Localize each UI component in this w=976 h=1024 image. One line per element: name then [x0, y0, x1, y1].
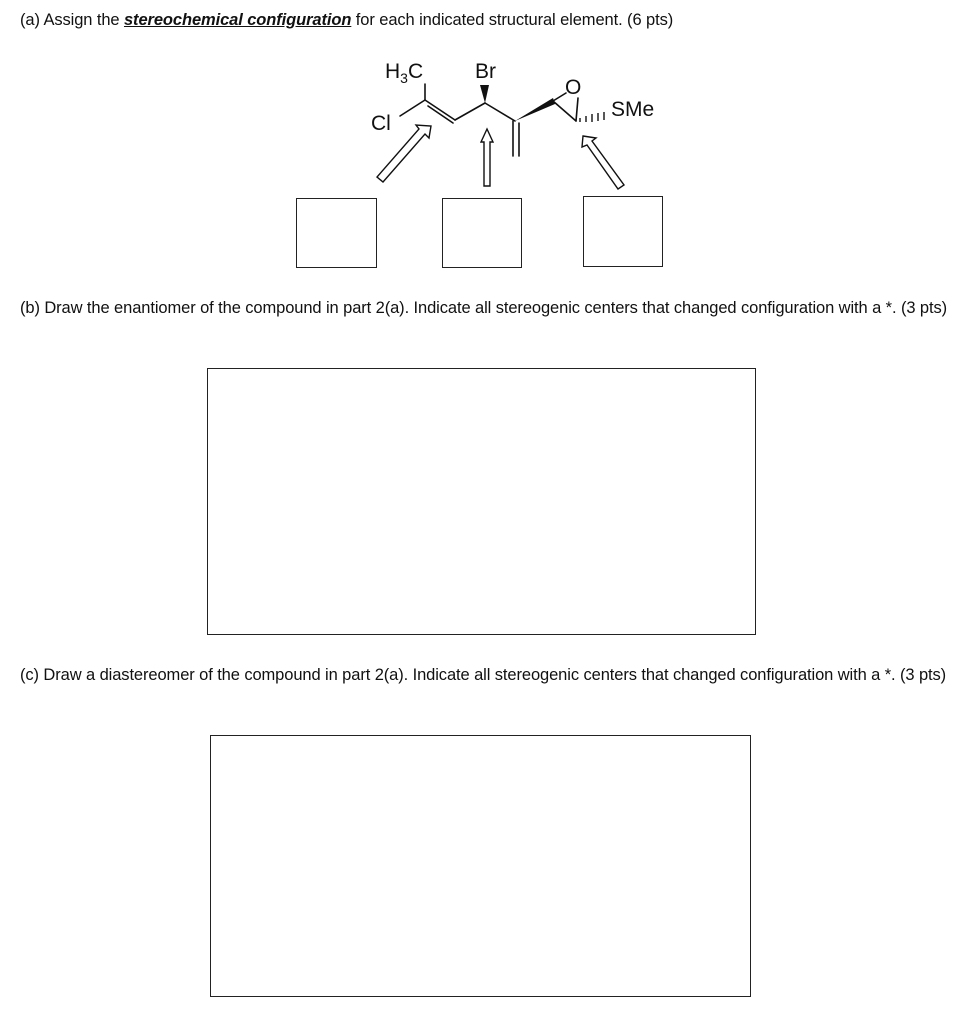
question-a-prefix: (a) Assign the [20, 11, 124, 29]
answer-box-epoxide[interactable] [583, 196, 663, 267]
label-br: Br [475, 60, 496, 83]
arrow-stereocenter [481, 129, 493, 186]
bond-alkene-second [428, 106, 453, 123]
label-sme: SMe [611, 98, 655, 121]
bond-alkene [425, 100, 455, 120]
wedge-br [480, 85, 489, 103]
question-a-emphasis: stereochemical configuration [123, 11, 352, 29]
label-cl: Cl [371, 112, 391, 135]
arrow-epoxide [582, 136, 624, 189]
answer-box-enantiomer[interactable] [207, 368, 756, 635]
bond-cl [400, 100, 425, 116]
answer-box-stereocenter-br[interactable] [442, 198, 522, 268]
hash-sme [580, 112, 604, 122]
bond-chain-2 [485, 103, 515, 121]
label-h3c: $H_3C$ [385, 60, 424, 86]
bond-epoxide-cc [553, 101, 576, 121]
label-o: O [565, 76, 582, 99]
answer-box-alkene[interactable] [296, 198, 377, 268]
bond-chain-1 [455, 103, 485, 120]
wedge-epoxide [515, 98, 555, 121]
question-a-suffix: for each indicated structural element. (6 pts) [351, 11, 674, 29]
answer-box-diastereomer[interactable] [210, 735, 751, 997]
question-b: (b) Draw the enantiomer of the compound in part 2(a). Indicate all stereogenic centers that changed configuration with a *. (3 pts) [20, 299, 947, 317]
question-c: (c) Draw a diastereomer of the compound in part 2(a). Indicate all stereogenic centers that changed configuration with a *. (3 pts) [20, 666, 947, 684]
bond-epoxide-co-right [576, 98, 578, 121]
